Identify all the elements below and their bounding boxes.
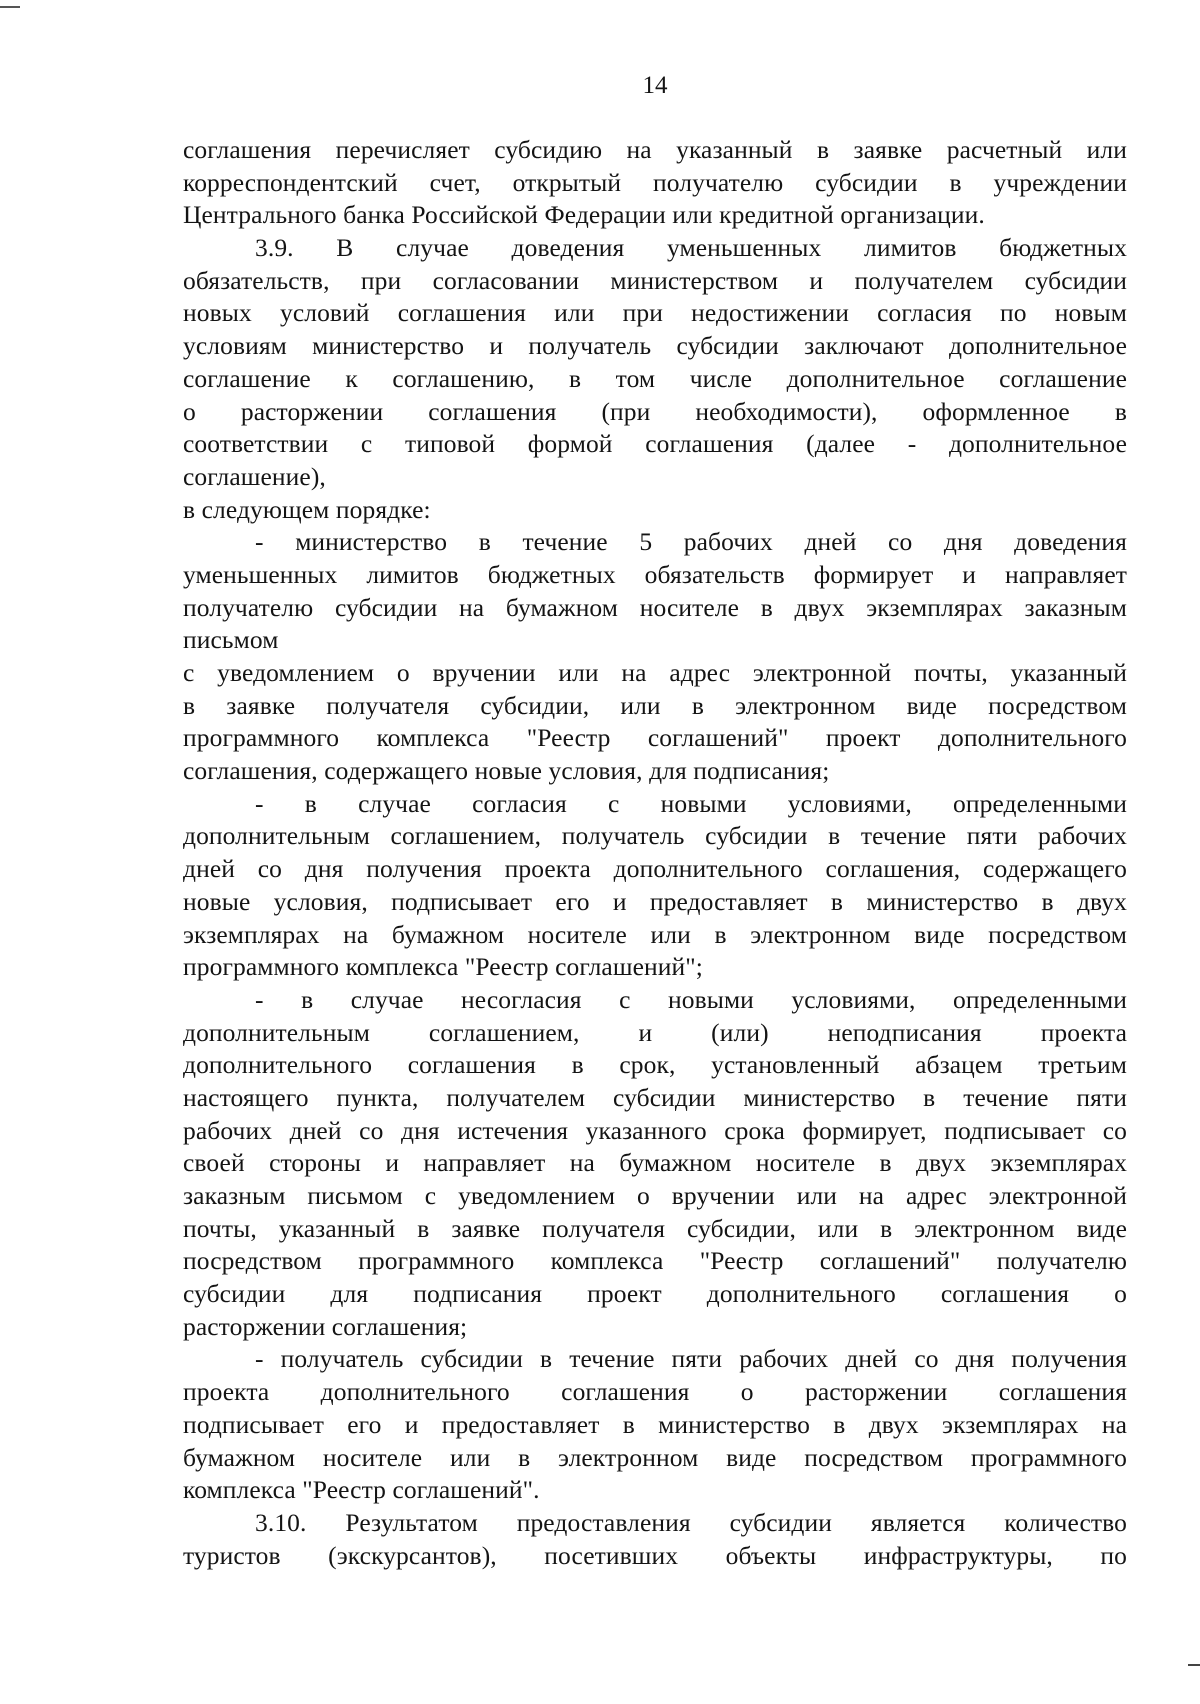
text-line: дополнительным соглашением, получатель субсидии в течение пяти рабочих [183,821,1127,851]
text-line: настоящего пункта, получателем субсидии министерство в течение пяти [183,1082,1127,1112]
text-line: с уведомлением о вручении или на адрес электронной почты, указанный [183,658,1127,687]
text-line: - получатель субсидии в течение пяти рабочих дней со дня получения [255,1344,1127,1374]
text-line: подписывает его и предоставляет в министерство в двух экземплярах на [183,1409,1127,1439]
text-line: дополнительного соглашения в срок, установленный абзацем третьим [183,1050,1127,1080]
text-line: программного комплекса "Реестр соглашений"; [183,952,703,982]
text-line: посредством программного комплекса "Реестр соглашений" получателю [183,1246,1127,1276]
page-number: 14 [642,72,668,99]
text-line: обязательств, при согласовании министерством и получателем субсидии [183,265,1127,295]
text-line: новые условия, подписывает его и предоставляет в министерство в двух [183,886,1127,916]
text-line: соглашение), [183,461,326,491]
text-line: почты, указанный в заявке получателя субсидии, или в электронном виде [183,1213,1127,1243]
text-line: Центрального банка Российской Федерации или кредитной организации. [183,200,985,230]
text-line: комплекса "Реестр соглашений". [183,1475,540,1505]
scan-corner-mark [1188,1664,1200,1694]
text-line: 3.9. В случае доведения уменьшенных лимитов бюджетных [255,233,1127,263]
text-line: соглашения перечисляет субсидию на указанный в заявке расчетный или [183,135,1127,164]
text-line: дополнительным соглашением, и (или) неподписания проекта [183,1017,1127,1047]
text-line: соглашения, содержащего новые условия, для подписания; [183,756,830,786]
text-line: бумажном носителе или в электронном виде посредством программного [183,1442,1127,1472]
text-line: в следующем порядке: [183,494,431,524]
text-line: - в случае несогласия с новыми условиями, определенными [255,984,1127,1014]
text-line: рабочих дней со дня истечения указанного срока формирует, подписывает со [183,1115,1127,1145]
text-line: проекта дополнительного соглашения о расторжении соглашения [183,1377,1127,1407]
text-line: о расторжении соглашения (при необходимости), оформленное в [183,396,1127,426]
text-line: корреспондентский счет, открытый получателю субсидии в учреждении [183,167,1127,197]
text-line: дней со дня получения проекта дополнительного соглашения, содержащего [183,854,1127,884]
text-line: условиям министерство и получатель субсидии заключают дополнительное [183,331,1127,361]
text-line: заказным письмом с уведомлением о вручении или на адрес электронной [183,1181,1127,1210]
document-body [183,134,1127,1572]
text-line: субсидии для подписания проект дополнительного соглашения о [183,1279,1127,1309]
text-line: в заявке получателя субсидии, или в электронном виде посредством [183,690,1127,720]
text-line: экземплярах на бумажном носителе или в электронном виде посредством [183,919,1127,949]
scan-artifact [0,6,20,8]
text-line: расторжении соглашения; [183,1311,468,1341]
text-line: - в случае согласия с новыми условиями, определенными [255,788,1127,818]
text-line: своей стороны и направляет на бумажном носителе в двух экземплярах [183,1148,1127,1178]
text-line: туристов (экскурсантов), посетивших объекты инфраструктуры, по [183,1540,1127,1570]
text-line: соглашение к соглашению, в том числе дополнительное соглашение [183,363,1127,393]
text-line: уменьшенных лимитов бюджетных обязательств формирует и направляет [183,559,1127,589]
text-line: письмом [183,625,279,655]
text-line: программного комплекса "Реестр соглашений" проект дополнительного [183,723,1127,753]
text-line: получателю субсидии на бумажном носителе в двух экземплярах заказным [183,592,1127,622]
text-line: - министерство в течение 5 рабочих дней со дня доведения [255,527,1127,557]
text-line: 3.10. Результатом предоставления субсидии является количество [255,1507,1127,1537]
text-line: новых условий соглашения или при недостижении согласия по новым [183,298,1127,328]
text-line: соответствии с типовой формой соглашения (далее - дополнительное [183,429,1127,459]
